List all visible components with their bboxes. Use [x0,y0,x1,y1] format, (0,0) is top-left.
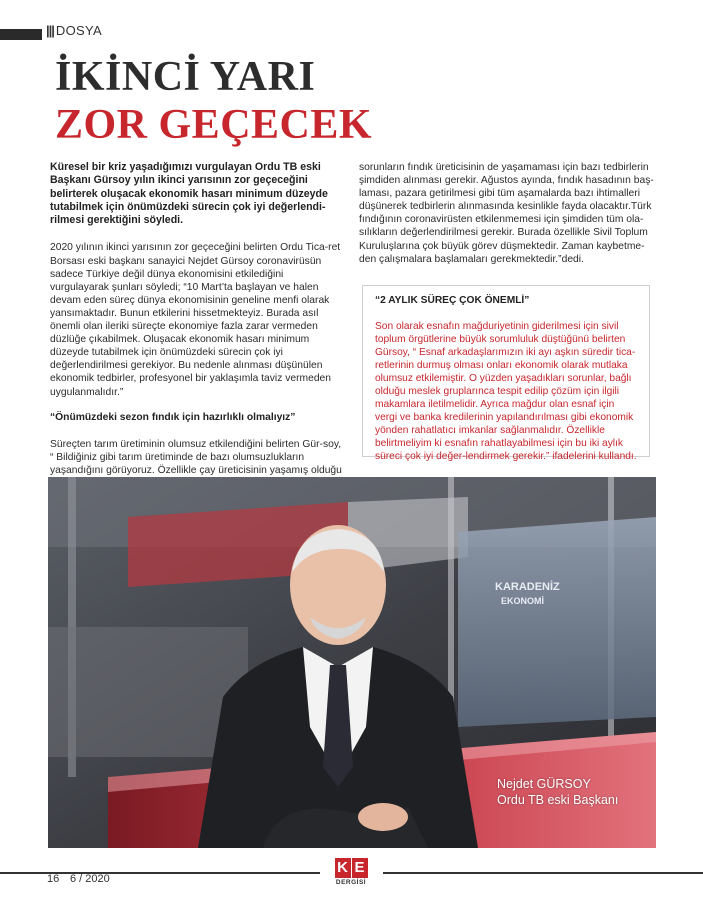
magazine-logo [333,858,369,892]
screen-text-1: KARADENİZ [495,581,560,593]
headline-line-2: ZOR GEÇECEK [55,102,373,148]
screen-text-2: EKONOMİ [501,596,545,606]
article-paragraph-1: 2020 yılının ikinci yarısının zor geçeceğini belirten Ordu Tica-ret Borsası eski başkanı sanayici Nejdet Gürsoy coronavirüsün sadece Türkiye değil dünya ekonomisini etkilediğini vurgulayarak şunları söyledi; “10 Mart’ta başlayan ve halen devam eden süreç dünya ekonomisinin geneline menfi olarak yansımaktadır. Bunun etkilerini hissetmekteyiz. Burada asıl önemli olan ileriki süreçte ekonomiye fazla zarar vermeden düzlüğe çıkabilmek. Oluşacak ekonomik hasarı minimum düzeyde tutabilmek için önümüzdeki sürecin çok iyi değerlendirilmesi gerekiyor. Bu nedenle alınması düşünülen ekonomik tedbirler, profesyonel bir yaklaşımla taviz vermeden uygulanmalıdır.” [50,242,341,398]
headline-line-1: İKİNCİ YARI [55,54,316,100]
article-column-right [359,161,655,278]
article-subhead: “Önümüzdeki sezon fındık için hazırlıklı olmalıyız” [50,411,296,423]
page-number: 16 [47,873,60,885]
footer-rule-right [383,872,703,874]
article-paragraph-3: sorunların fındık üreticisinin de yaşamaması için bazı tedbirlerin şimdiden alınması gerekir. Ağustos ayında, fındık hasadının baş-laması, pazara getirilmesi gibi tüm aşamalarda bazı ihtimalleri düşünerek tedbirlerin alınmasında kesinlikle fayda olacaktır.Türk fındığının coronavirüsten etkilenmemesi için şimdiden tüm ola-sılıkların değerlendirilmesi gerekir. Burada özellikle Sivil Toplum Kuruluşlarına çok büyük görev düşmektedir. Zaman kaybetme-den çalışmalara başlamaları gerekmektedir.”dedi. [359,162,654,265]
quote-box [362,285,650,462]
quote-box-title: “2 AYLIK SÜREÇ ÇOK ÖNEMLİ” [375,295,530,306]
caption-name: Nejdet GÜRSOY [497,777,591,791]
logo-letter-e: E [352,858,368,878]
quote-box-text: Son olarak esnafın mağduriyetinin giderilmesi için sivil toplum örgütlerine büyük sorumluluk düştüğünü belirten Gürsoy, “ Esnaf arkadaşlarımızın iki ayı aşkın süredir tica-retlerinin durmuş olması onları ekonomik olarak mutlaka olumsuz etkilemiştir. O yüzden yaşadıkları sorunlar, bağlı olduğu meslek gruplarınca tespit edilip çözüm için ilgili makamlara iletilmelidir. Ayrıca mağdur olan esnaf için vergi ve banka kredilerinin yapılandırılması gibi ekonomik yönden rahatlatıcı imkanlar sağlanmalıdır. Özellikle belirtmeliyim ki esnafın rahatlayabilmesi için bu iki aylık süreci çok iyi değer-lendirmek gerekir.” ifadelerini kullandı. [375,321,637,462]
photo-caption [497,776,618,808]
article-paragraph-2: Süreçten tarım üretiminin olumsuz etkilendiğini belirten Gür-soy, “ Bildiğiniz gibi tarım üretiminde de bazı olumsuzlukların yaşandığını görüyoruz. Özellikle çay üreticisinin yaşamış olduğu [50,438,342,476]
section-bars: ||| [46,23,54,38]
portrait-photo [48,477,656,848]
caption-role: Ordu TB eski Başkanı [497,793,619,807]
section-tag [46,23,102,38]
logo-letter-k: K [335,858,351,878]
issue-date: 6 / 2020 [70,873,110,885]
article-column-left [50,161,345,489]
logo-subtitle: DERGİSİ [335,879,367,886]
article-lead: Küresel bir kriz yaşadığımızı vurgulayan Ordu TB eski Başkanı Gürsoy yılın ikinci yarısının zor geçeceğini belirterek oluşacak ekonomik hasarı minimum düzeyde tutabilmek için önümüzdeki sürecin çok iyi değerlendi-rilmesi gerektiğini söyledi. [50,161,328,227]
section-bar [0,29,42,40]
section-label: DOSYA [55,23,102,38]
